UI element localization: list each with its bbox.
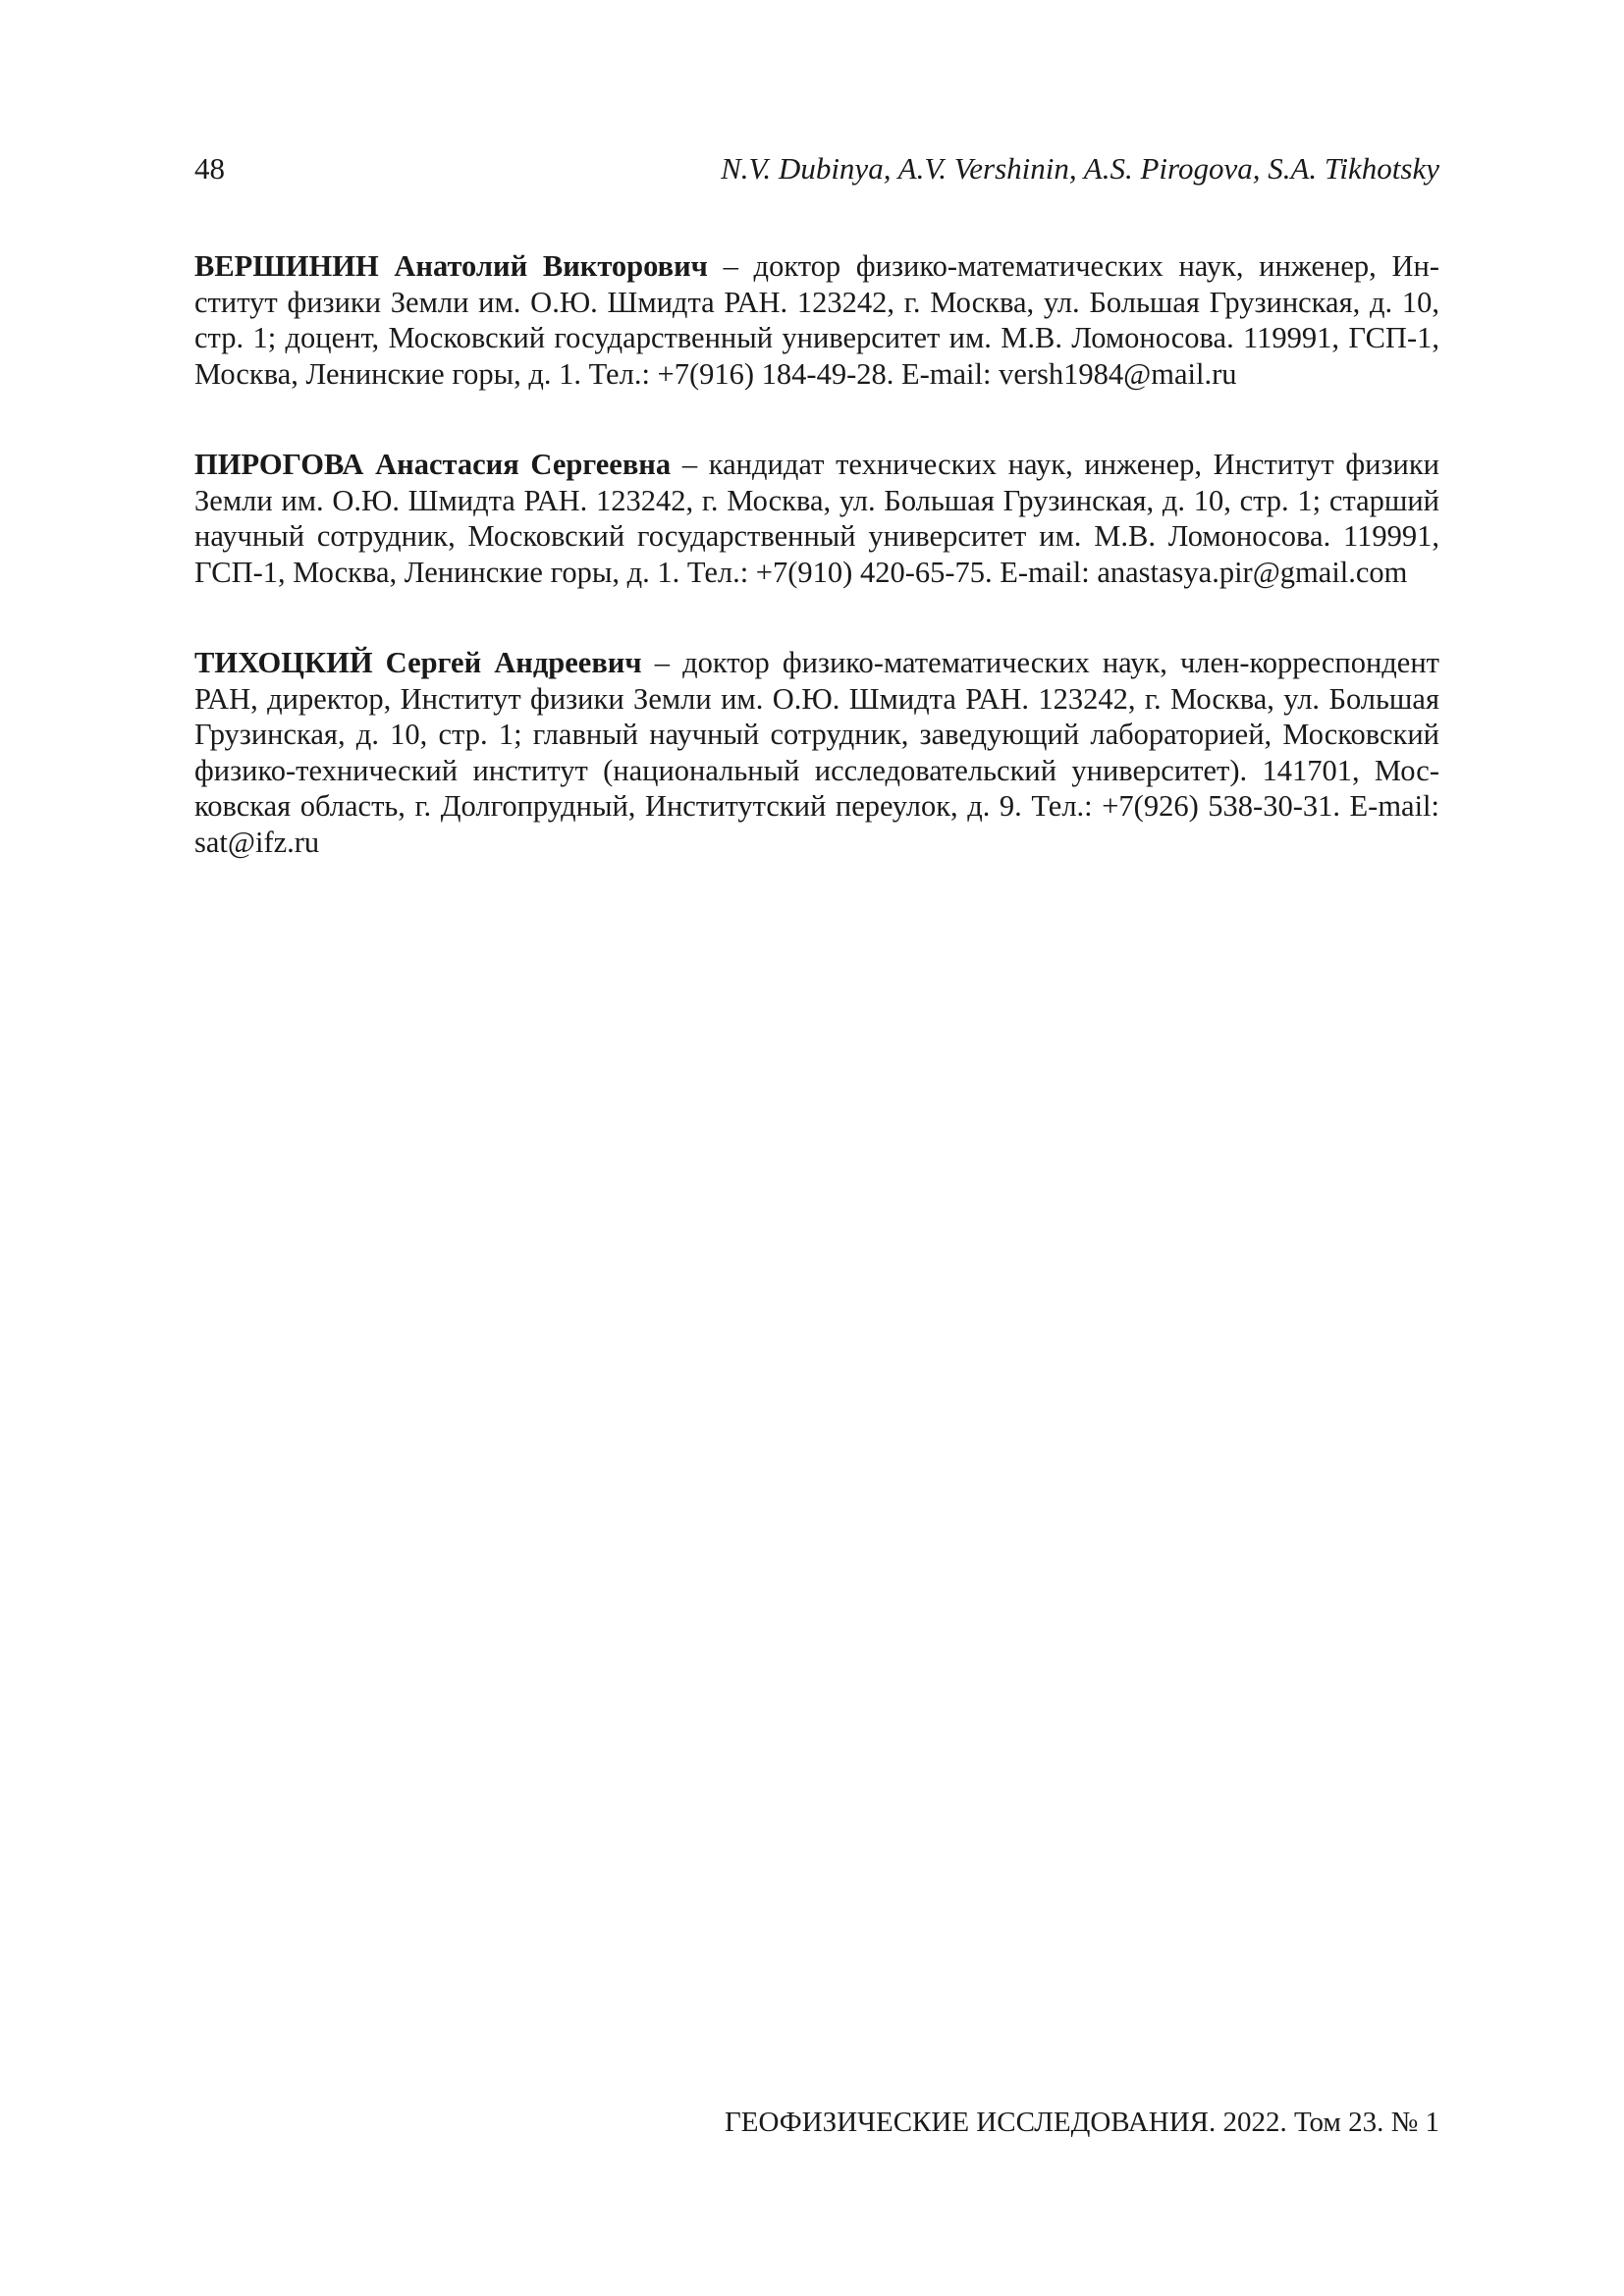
running-head-authors: N.V. Dubinya, A.V. Vershinin, A.S. Pirogova, S.A. Tikhotsky — [721, 151, 1439, 186]
author-name: ВЕРШИНИН Анатолий Викторович — [194, 249, 708, 283]
author-details: – кандидат технических наук, инженер, Институт физики Земли им. О.Ю. Шмидта РАН. 123242, г. Москва, ул. Большая Грузинская, д. 10, стр. 1; старший научный сотрудник, Московский государственный университет им. М.В. Ломоносова. 119991, ГСП-1, Москва, Ленинские горы, д. 1. Тел.: +7(910) 420-65-75. E-mail: anastasya.pir@gmail.com — [194, 448, 1439, 589]
author-details: – доктор физико-математических наук, член-корреспондент РАН, директор, Институт физики Земли им. О.Ю. Шмидта РАН. 123242, г. Москва, ул. Большая Грузинская, д. 10, стр. 1; главный научный сотрудник, заведующий лабораторией, Московский физико-технический институт (национальный исследовательский университет). 141701, Московская область, г. Долгопрудный, Институтский переулок, д. 9. Тел.: +7(926) 538-30-31. E-mail: sat@ifz.ru — [194, 646, 1439, 859]
author-bio-tikhotsky — [194, 645, 1439, 860]
author-bio-pirogova — [194, 447, 1439, 590]
page-header — [194, 147, 1439, 190]
author-name: ПИРОГОВА Анастасия Сергеевна — [194, 448, 672, 481]
page-number: 48 — [194, 151, 225, 186]
author-bio-vershinin — [194, 248, 1439, 392]
journal-footer: ГЕОФИЗИЧЕСКИЕ ИССЛЕДОВАНИЯ. 2022. Том 23. № 1 — [725, 2107, 1439, 2138]
author-name: ТИХОЦКИЙ Сергей Андреевич — [194, 646, 642, 679]
author-details: – доктор физико-математических наук, инженер, Институт физики Земли им. О.Ю. Шмидта РАН. 123242, г. Москва, ул. Большая Грузинская, д. 10, стр. 1; доцент, Московский государственный университет им. М.В. Ломоносова. 119991, ГСП-1, Москва, Ленинские горы, д. 1. Тел.: +7(916) 184-49-28. E-mail: versh1984@mail.ru — [194, 249, 1439, 391]
author-bio-list — [194, 248, 1439, 915]
